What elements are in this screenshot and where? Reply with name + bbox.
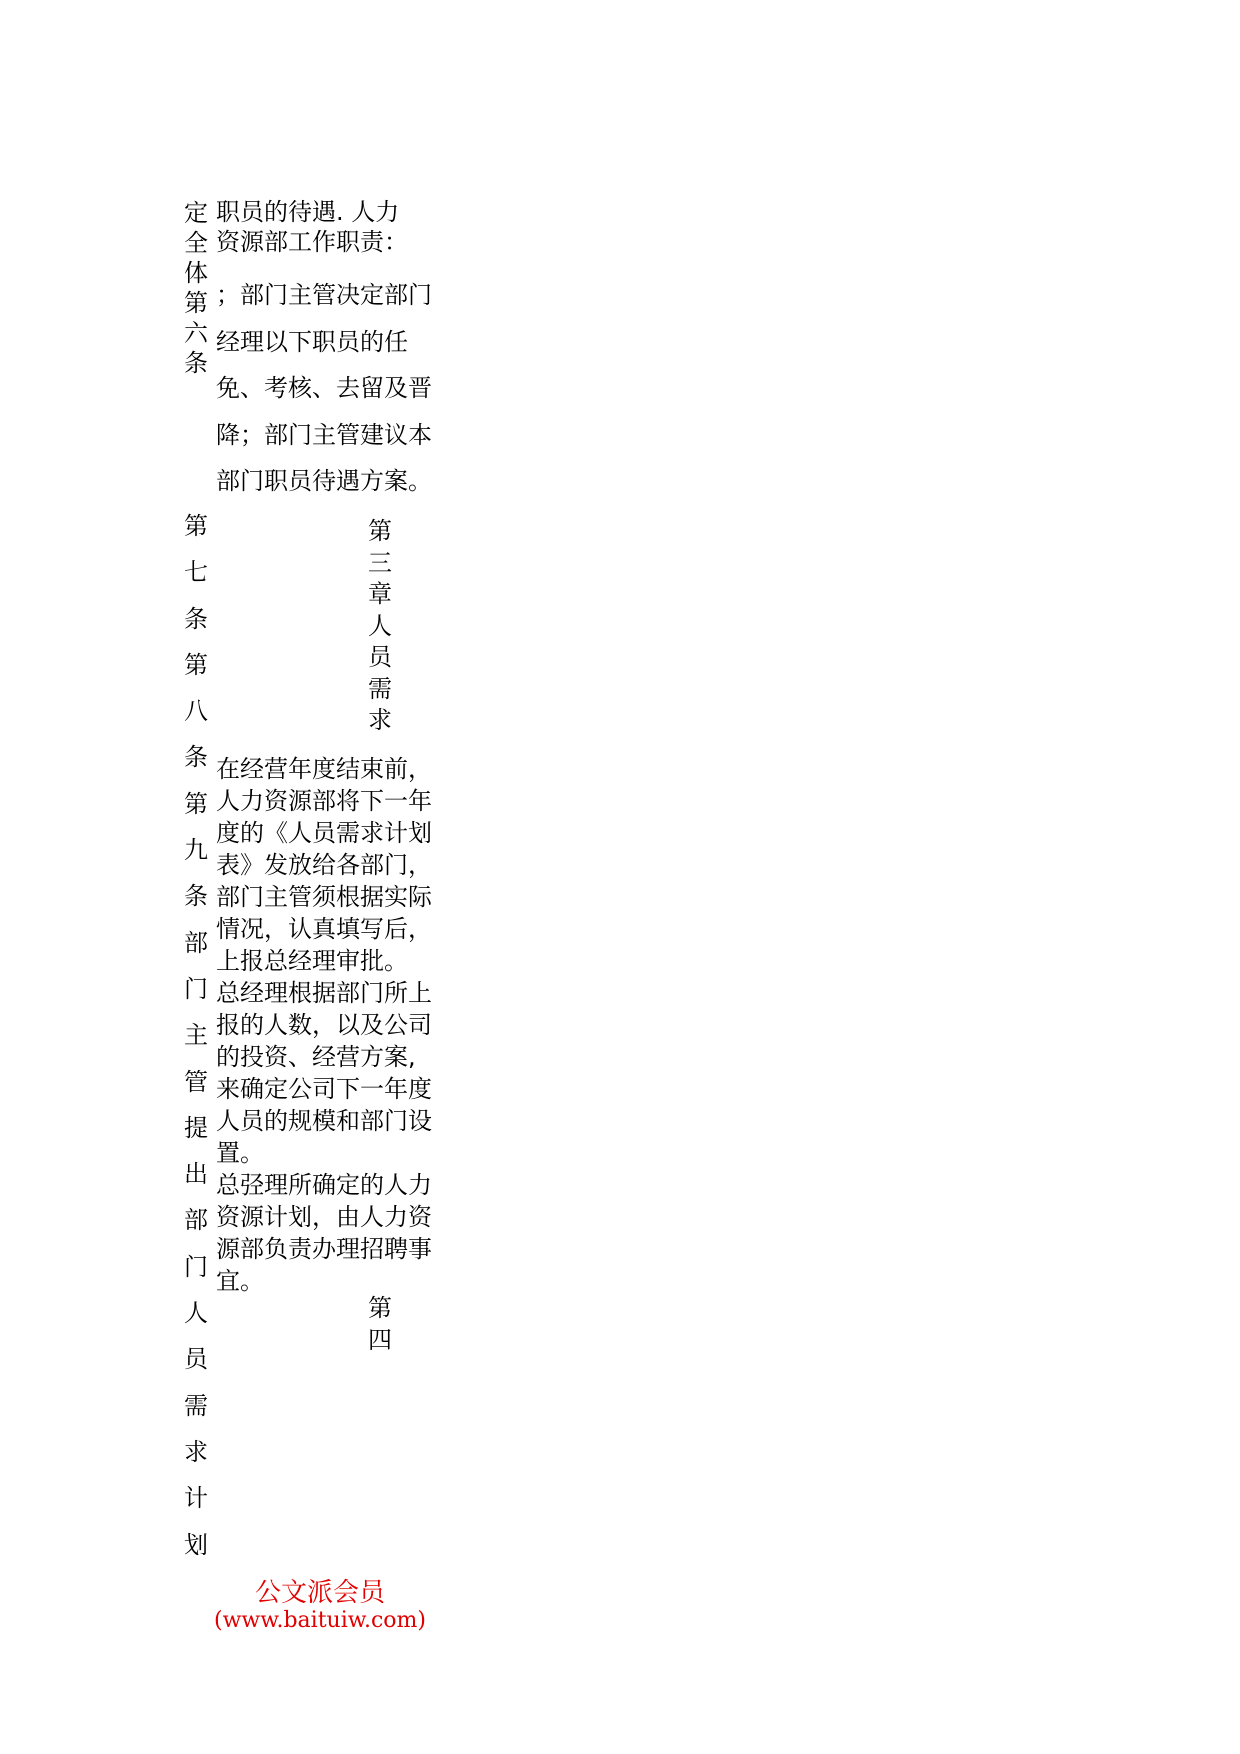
left-char: 条	[184, 882, 208, 911]
body-text-top	[216, 197, 456, 257]
footer-url: (www.baituiw.com)	[214, 1608, 426, 1633]
text-line: 表》发放给各部门，	[216, 851, 432, 879]
left-char: 部	[184, 928, 208, 957]
left-char: 八	[184, 697, 208, 726]
text-line: 资源计划，由人力资	[216, 1203, 432, 1231]
text-line: 置。	[216, 1139, 264, 1167]
heading-char: 人	[368, 611, 392, 640]
text-line: 在经营年度结束前，	[216, 755, 432, 783]
left-char: 人	[184, 1299, 208, 1328]
text-line: 免、考核、去留及晋	[216, 374, 432, 402]
left-char: 门	[184, 974, 208, 1003]
footer-brand: 公文派会员	[254, 1578, 385, 1608]
heading-char: 四	[368, 1325, 392, 1354]
chapter-heading	[360, 1293, 400, 1356]
left-char: 管	[184, 1067, 208, 1096]
left-char: 七	[184, 558, 208, 587]
heading-char: 三	[368, 548, 392, 577]
text-line: 资源部工作职责：	[216, 228, 408, 256]
left-char: 主	[184, 1021, 208, 1050]
left-char: 出	[184, 1160, 208, 1189]
heading-char: 需	[368, 674, 392, 703]
text-line: 经理以下职员的任	[216, 327, 408, 356]
body-text-lower	[216, 753, 456, 1297]
heading-char: 第	[368, 1294, 392, 1322]
left-char: 部	[184, 1206, 208, 1235]
text-line: ；部门主管决定部门	[216, 281, 432, 309]
heading-char: 章	[368, 580, 392, 608]
text-line: 度的《人员需求计划	[216, 819, 432, 847]
body-text-middle	[216, 272, 456, 505]
text-line: 人员的规模和部门设	[216, 1107, 432, 1135]
text-line: 情况，认真填写后，	[216, 915, 432, 943]
left-char: 员	[184, 1345, 208, 1374]
text-line: 总经理根据部门所上	[216, 979, 432, 1007]
left-char: 第	[184, 789, 208, 818]
text-line: 降；部门主管建议本	[216, 420, 432, 449]
left-char: 九	[184, 836, 208, 865]
text-line: 职员的待遇. 人力	[216, 198, 400, 226]
left-char: 条	[184, 743, 208, 772]
left-char: 第	[184, 650, 208, 679]
left-char: 第	[184, 512, 208, 540]
text-line: 总弪理所确定的人力	[216, 1171, 432, 1199]
left-char: 条	[184, 604, 208, 633]
text-line: 报的人数，以及公司	[216, 1011, 432, 1039]
chapter-heading	[360, 516, 400, 737]
left-char: 六	[184, 319, 208, 347]
text-line: 的投资、经营方案,	[216, 1043, 416, 1071]
text-line: 源部负责办理招聘事	[216, 1235, 432, 1263]
heading-char: 第	[368, 517, 392, 545]
text-line: 部门职员待遇方案。	[216, 467, 432, 495]
heading-char: 求	[368, 706, 392, 734]
left-char: 需	[184, 1391, 208, 1420]
left-char: 第	[184, 289, 208, 317]
text-line: 宜。	[216, 1267, 264, 1295]
left-column-bottom	[176, 503, 216, 1568]
left-char: 求	[184, 1437, 208, 1466]
left-char: 划	[184, 1530, 208, 1559]
left-char: 计	[184, 1484, 208, 1513]
text-line: 部门主管须根据实际	[216, 883, 432, 911]
left-column-top	[176, 198, 216, 378]
heading-char: 员	[368, 643, 392, 671]
left-char: 全	[184, 229, 208, 257]
left-char: 体	[184, 259, 208, 287]
text-line: 人力资源部将下一年	[216, 787, 432, 815]
left-char: 条	[184, 349, 208, 377]
left-char: 定	[184, 199, 208, 227]
text-line: 上报总经理审批。	[216, 947, 408, 975]
left-char: 提	[184, 1113, 208, 1142]
left-char: 门	[184, 1252, 208, 1281]
text-line: 来确定公司下一年度	[216, 1075, 432, 1103]
